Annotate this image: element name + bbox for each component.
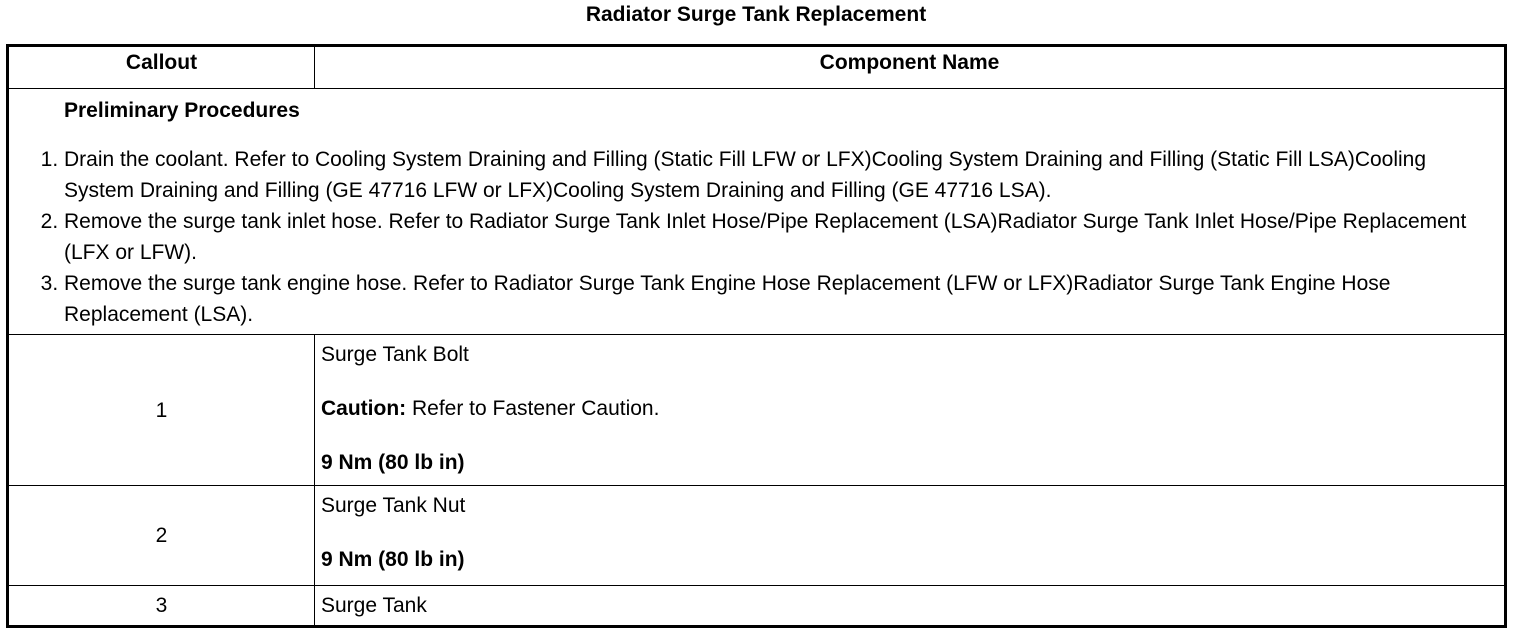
- header-callout: Callout: [8, 46, 315, 89]
- step-item: 1. Drain the coolant. Refer to Cooling System Draining and Filling (Static Fill LFW or LFX)Cooling System Draining and Filling (Static Fill LSA)Cooling System Draining and Filling (GE 47716 LFW or LFX)Cooling System Draining and Filling (GE 47716 LSA).: [64, 144, 1498, 206]
- table-row: [8, 335, 1506, 486]
- torque-spec: 9 Nm (80 lb in): [321, 548, 465, 571]
- step-item: 3. Remove the surge tank engine hose. Refer to Radiator Surge Tank Engine Hose Replacement (LFW or LFX)Radiator Surge Tank Engine Hose Replacement (LSA).: [64, 268, 1498, 330]
- header-component-name: Component Name: [315, 46, 1506, 89]
- component-cell: [315, 586, 1506, 627]
- table-row: [8, 586, 1506, 627]
- preliminary-heading: Preliminary Procedures: [64, 99, 300, 122]
- component-name: Surge Tank Bolt: [321, 343, 469, 366]
- torque-spec: 9 Nm (80 lb in): [321, 451, 465, 474]
- component-cell: [315, 486, 1506, 586]
- preliminary-cell: [8, 89, 1506, 335]
- callout-cell: 2: [8, 486, 315, 586]
- component-name: Surge Tank: [321, 594, 427, 617]
- components-table: [6, 44, 1507, 628]
- table-header-row: [8, 46, 1506, 89]
- step-item: 2. Remove the surge tank inlet hose. Refer to Radiator Surge Tank Inlet Hose/Pipe Replacement (LSA)Radiator Surge Tank Inlet Hose/Pipe Replacement (LFX or LFW).: [64, 206, 1498, 268]
- caution-note: [321, 393, 1498, 424]
- page-title: Radiator Surge Tank Replacement: [585, 3, 927, 26]
- callout-cell: 3: [8, 586, 315, 627]
- table-row: [8, 486, 1506, 586]
- component-name: Surge Tank Nut: [321, 494, 466, 517]
- component-cell: [315, 335, 1506, 486]
- preliminary-steps: [28, 144, 1498, 330]
- caution-text: Refer to Fastener Caution.: [406, 397, 660, 420]
- caution-label: Caution:: [321, 397, 407, 420]
- callout-cell: 1: [8, 335, 315, 486]
- preliminary-row: [8, 89, 1506, 335]
